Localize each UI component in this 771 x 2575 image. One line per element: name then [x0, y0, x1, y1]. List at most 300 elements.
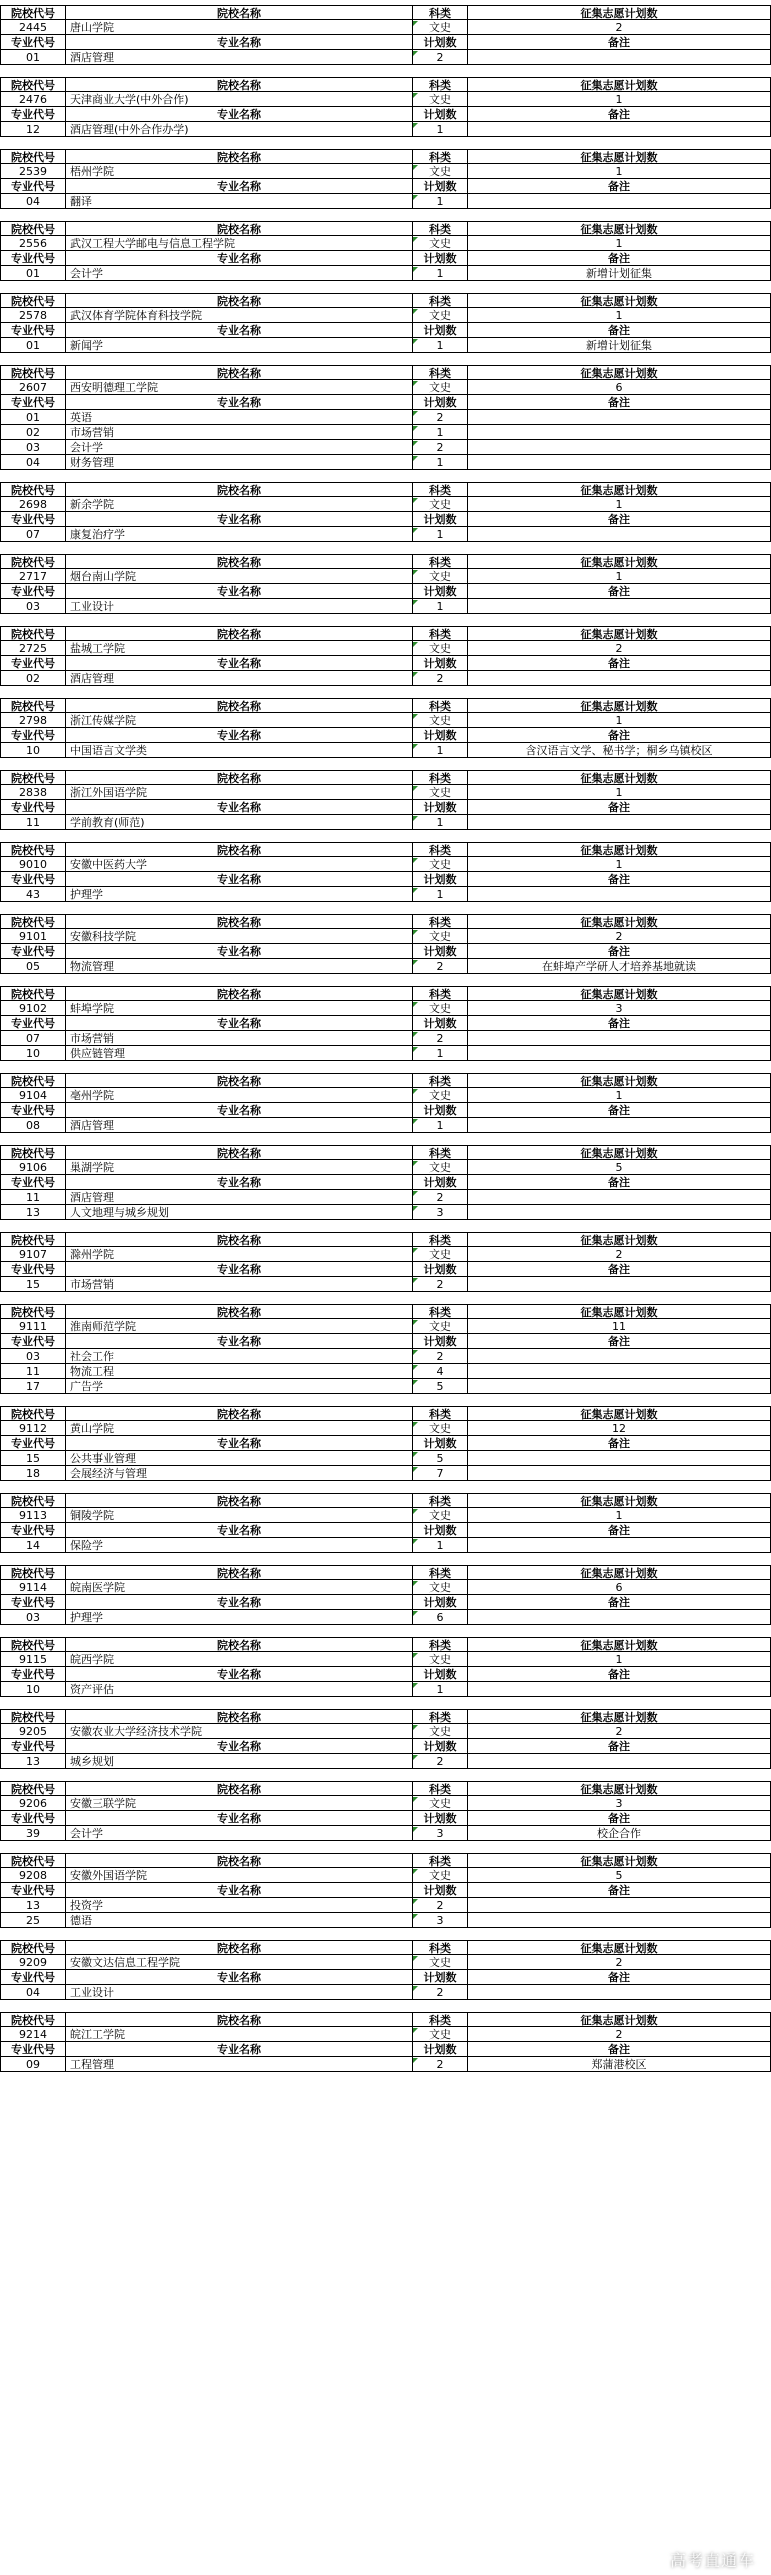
school-plan-total: 6: [468, 1580, 771, 1595]
category-header: 科类: [413, 1940, 468, 1955]
school-row: [0, 1421, 771, 1436]
major-name-header: 专业名称: [66, 1436, 413, 1451]
plan-total-header: 征集志愿计划数: [468, 1493, 771, 1508]
major-code: 39: [0, 1826, 66, 1841]
school-row: [0, 1652, 771, 1667]
category-header: 科类: [413, 482, 468, 497]
category-header: 科类: [413, 221, 468, 236]
cell-comment-marker: [413, 1248, 418, 1253]
cell-comment-marker: [413, 441, 418, 446]
major-row: [0, 1466, 771, 1481]
cell-comment-marker: [413, 1725, 418, 1730]
school-category: 文史: [413, 569, 468, 584]
major-note: 在蚌埠产学研人才培养基地就读: [468, 959, 771, 974]
school-name-header: 院校名称: [66, 1232, 413, 1247]
cell-comment-marker: [413, 1032, 418, 1037]
school-name-header: 院校名称: [66, 842, 413, 857]
school-code-header: 院校代号: [0, 365, 66, 380]
school-header-row: [0, 149, 771, 164]
major-plan: 1: [413, 1538, 468, 1553]
school-block: [0, 1232, 771, 1292]
school-row: [0, 1001, 771, 1016]
school-code-header: 院校代号: [0, 293, 66, 308]
school-code: 9104: [0, 1088, 66, 1103]
school-plan-total: 1: [468, 164, 771, 179]
major-code-header: 专业代号: [0, 1016, 66, 1031]
major-name-header: 专业名称: [66, 800, 413, 815]
major-name-header: 专业名称: [66, 1523, 413, 1538]
cell-comment-marker: [413, 1539, 418, 1544]
cell-comment-marker: [413, 786, 418, 791]
school-name-header: 院校名称: [66, 626, 413, 641]
school-header-row: [0, 1781, 771, 1796]
school-code: 9209: [0, 1955, 66, 1970]
school-category: 文史: [413, 308, 468, 323]
category-header: 科类: [413, 77, 468, 92]
cell-comment-marker: [413, 600, 418, 605]
major-name: 保险学: [66, 1538, 413, 1553]
plan-total-header: 征集志愿计划数: [468, 1406, 771, 1421]
major-code: 07: [0, 527, 66, 542]
school-row: [0, 857, 771, 872]
school-code: 2556: [0, 236, 66, 251]
cell-comment-marker: [413, 1611, 418, 1616]
cell-comment-marker: [413, 714, 418, 719]
school-header-row: [0, 626, 771, 641]
major-name: 物流管理: [66, 959, 413, 974]
major-note: [468, 1682, 771, 1697]
major-code: 25: [0, 1913, 66, 1928]
school-name-header: 院校名称: [66, 5, 413, 20]
category-header: 科类: [413, 698, 468, 713]
cell-comment-marker: [413, 960, 418, 965]
major-code: 13: [0, 1898, 66, 1913]
major-note: [468, 1985, 771, 2000]
cell-comment-marker: [413, 498, 418, 503]
major-row: [0, 1046, 771, 1061]
major-header-row: [0, 1334, 771, 1349]
major-plan-header: 计划数: [413, 1667, 468, 1682]
major-name: 酒店管理(中外合作办学): [66, 122, 413, 137]
major-header-row: [0, 656, 771, 671]
major-name: 工业设计: [66, 1985, 413, 2000]
major-row: [0, 1682, 771, 1697]
major-name-header: 专业名称: [66, 512, 413, 527]
cell-comment-marker: [413, 930, 418, 935]
school-code-header: 院校代号: [0, 1493, 66, 1508]
school-name: 黄山学院: [66, 1421, 413, 1436]
school-header-row: [0, 482, 771, 497]
school-code: 2838: [0, 785, 66, 800]
school-name: 蚌埠学院: [66, 1001, 413, 1016]
plan-total-header: 征集志愿计划数: [468, 914, 771, 929]
school-code-header: 院校代号: [0, 914, 66, 929]
major-header-row: [0, 323, 771, 338]
major-name: 德语: [66, 1913, 413, 1928]
major-code: 02: [0, 425, 66, 440]
major-name: 投资学: [66, 1898, 413, 1913]
school-code: 2725: [0, 641, 66, 656]
major-plan-header: 计划数: [413, 512, 468, 527]
major-code-header: 专业代号: [0, 872, 66, 887]
school-name-header: 院校名称: [66, 1565, 413, 1580]
major-row: [0, 455, 771, 470]
school-plan-total: 11: [468, 1319, 771, 1334]
major-row: [0, 1538, 771, 1553]
school-plan-total: 1: [468, 1088, 771, 1103]
school-header-row: [0, 1304, 771, 1319]
major-plan: 2: [413, 1277, 468, 1292]
major-code-header: 专业代号: [0, 1523, 66, 1538]
major-row: [0, 887, 771, 902]
major-code-header: 专业代号: [0, 1970, 66, 1985]
school-row: [0, 1508, 771, 1523]
note-header: 备注: [468, 179, 771, 194]
major-name-header: 专业名称: [66, 1667, 413, 1682]
note-header: 备注: [468, 1436, 771, 1451]
school-row: [0, 1160, 771, 1175]
major-note: 校企合作: [468, 1826, 771, 1841]
major-name: 广告学: [66, 1379, 413, 1394]
school-category: 文史: [413, 1955, 468, 1970]
major-plan-header: 计划数: [413, 179, 468, 194]
major-name: 市场营销: [66, 1277, 413, 1292]
major-code: 09: [0, 2057, 66, 2072]
major-header-row: [0, 728, 771, 743]
major-code: 08: [0, 1118, 66, 1133]
major-header-row: [0, 1667, 771, 1682]
major-note: [468, 1364, 771, 1379]
major-header-row: [0, 1970, 771, 1985]
school-name-header: 院校名称: [66, 1781, 413, 1796]
school-row: [0, 1868, 771, 1883]
school-row: [0, 308, 771, 323]
major-plan-header: 计划数: [413, 584, 468, 599]
major-plan: 1: [413, 1682, 468, 1697]
major-code: 13: [0, 1754, 66, 1769]
major-plan-header: 计划数: [413, 251, 468, 266]
school-code-header: 院校代号: [0, 770, 66, 785]
plan-total-header: 征集志愿计划数: [468, 842, 771, 857]
school-category: 文史: [413, 1796, 468, 1811]
cell-comment-marker: [413, 672, 418, 677]
school-category: 文史: [413, 857, 468, 872]
school-header-row: [0, 914, 771, 929]
school-code-header: 院校代号: [0, 77, 66, 92]
major-header-row: [0, 1262, 771, 1277]
major-code-header: 专业代号: [0, 1739, 66, 1754]
major-name-header: 专业名称: [66, 395, 413, 410]
cell-comment-marker: [413, 1797, 418, 1802]
major-note: [468, 1913, 771, 1928]
major-name: 社会工作: [66, 1349, 413, 1364]
major-note: [468, 194, 771, 209]
category-header: 科类: [413, 1637, 468, 1652]
cell-comment-marker: [413, 93, 418, 98]
major-plan: 2: [413, 1349, 468, 1364]
major-plan-header: 计划数: [413, 1262, 468, 1277]
major-name: 工业设计: [66, 599, 413, 614]
school-row: [0, 20, 771, 35]
school-name-header: 院校名称: [66, 554, 413, 569]
major-row: [0, 1205, 771, 1220]
school-code: 2698: [0, 497, 66, 512]
school-block: [0, 698, 771, 758]
major-code: 07: [0, 1031, 66, 1046]
school-header-row: [0, 1493, 771, 1508]
school-code-header: 院校代号: [0, 1853, 66, 1868]
major-plan: 4: [413, 1364, 468, 1379]
school-plan-total: 5: [468, 1160, 771, 1175]
major-row: [0, 50, 771, 65]
major-name-header: 专业名称: [66, 251, 413, 266]
major-plan: 1: [413, 338, 468, 353]
major-code: 10: [0, 1682, 66, 1697]
major-note: [468, 1898, 771, 1913]
school-block: [0, 554, 771, 614]
major-code-header: 专业代号: [0, 1262, 66, 1277]
major-header-row: [0, 107, 771, 122]
category-header: 科类: [413, 1406, 468, 1421]
school-code: 9114: [0, 1580, 66, 1595]
plan-total-header: 征集志愿计划数: [468, 77, 771, 92]
note-header: 备注: [468, 1103, 771, 1118]
major-note: [468, 1538, 771, 1553]
plan-total-header: 征集志愿计划数: [468, 554, 771, 569]
school-code-header: 院校代号: [0, 1709, 66, 1724]
school-code: 9010: [0, 857, 66, 872]
major-plan: 5: [413, 1451, 468, 1466]
plan-total-header: 征集志愿计划数: [468, 1232, 771, 1247]
major-code: 03: [0, 1610, 66, 1625]
major-code: 11: [0, 1190, 66, 1205]
major-plan-header: 计划数: [413, 1595, 468, 1610]
school-code: 9106: [0, 1160, 66, 1175]
school-block: [0, 5, 771, 65]
major-plan: 7: [413, 1466, 468, 1481]
note-header: 备注: [468, 944, 771, 959]
school-name-header: 院校名称: [66, 77, 413, 92]
school-block: [0, 1781, 771, 1841]
school-name: 浙江传媒学院: [66, 713, 413, 728]
cell-comment-marker: [413, 1365, 418, 1370]
note-header: 备注: [468, 1523, 771, 1538]
school-name-header: 院校名称: [66, 1145, 413, 1160]
major-plan-header: 计划数: [413, 1175, 468, 1190]
school-code-header: 院校代号: [0, 626, 66, 641]
school-plan-total: 2: [468, 2027, 771, 2042]
major-row: [0, 1277, 771, 1292]
major-plan: 1: [413, 122, 468, 137]
note-header: 备注: [468, 728, 771, 743]
category-header: 科类: [413, 626, 468, 641]
major-name-header: 专业名称: [66, 944, 413, 959]
major-header-row: [0, 1436, 771, 1451]
school-name-header: 院校名称: [66, 1304, 413, 1319]
major-row: [0, 1985, 771, 2000]
plan-total-header: 征集志愿计划数: [468, 149, 771, 164]
school-header-row: [0, 293, 771, 308]
major-plan-header: 计划数: [413, 107, 468, 122]
major-header-row: [0, 1016, 771, 1031]
school-block: [0, 365, 771, 470]
major-plan-header: 计划数: [413, 872, 468, 887]
school-plan-total: 2: [468, 1247, 771, 1262]
major-header-row: [0, 1811, 771, 1826]
plan-total-header: 征集志愿计划数: [468, 1781, 771, 1796]
major-code-header: 专业代号: [0, 1175, 66, 1190]
major-plan: 1: [413, 425, 468, 440]
school-plan-total: 2: [468, 929, 771, 944]
cell-comment-marker: [413, 1899, 418, 1904]
major-header-row: [0, 1523, 771, 1538]
school-name-header: 院校名称: [66, 1073, 413, 1088]
school-code: 9113: [0, 1508, 66, 1523]
cell-comment-marker: [413, 411, 418, 416]
school-category: 文史: [413, 164, 468, 179]
school-header-row: [0, 842, 771, 857]
school-code-header: 院校代号: [0, 1145, 66, 1160]
school-plan-total: 1: [468, 713, 771, 728]
school-code-header: 院校代号: [0, 149, 66, 164]
major-name-header: 专业名称: [66, 1103, 413, 1118]
school-name: 西安明德理工学院: [66, 380, 413, 395]
note-header: 备注: [468, 800, 771, 815]
major-plan: 1: [413, 194, 468, 209]
major-code: 15: [0, 1451, 66, 1466]
cell-comment-marker: [413, 237, 418, 242]
major-name-header: 专业名称: [66, 656, 413, 671]
cell-comment-marker: [413, 1986, 418, 1991]
major-header-row: [0, 584, 771, 599]
school-plan-total: 1: [468, 308, 771, 323]
major-row: [0, 194, 771, 209]
school-code: 2717: [0, 569, 66, 584]
major-header-row: [0, 2042, 771, 2057]
cell-comment-marker: [413, 1278, 418, 1283]
major-name: 工程管理: [66, 2057, 413, 2072]
school-code-header: 院校代号: [0, 842, 66, 857]
major-plan: 1: [413, 1046, 468, 1061]
major-header-row: [0, 944, 771, 959]
plan-total-header: 征集志愿计划数: [468, 986, 771, 1001]
major-note: 新增计划征集: [468, 266, 771, 281]
school-block: [0, 1709, 771, 1769]
major-plan-header: 计划数: [413, 944, 468, 959]
major-plan: 1: [413, 887, 468, 902]
major-note: [468, 815, 771, 830]
major-code-header: 专业代号: [0, 1667, 66, 1682]
school-header-row: [0, 986, 771, 1001]
major-header-row: [0, 800, 771, 815]
major-code: 15: [0, 1277, 66, 1292]
school-name: 武汉体育学院体育科技学院: [66, 308, 413, 323]
category-header: 科类: [413, 554, 468, 569]
school-block: [0, 626, 771, 686]
school-code: 9206: [0, 1796, 66, 1811]
note-header: 备注: [468, 323, 771, 338]
major-plan-header: 计划数: [413, 1016, 468, 1031]
school-name: 亳州学院: [66, 1088, 413, 1103]
major-code-header: 专业代号: [0, 35, 66, 50]
major-code-header: 专业代号: [0, 395, 66, 410]
major-header-row: [0, 1103, 771, 1118]
school-code: 9205: [0, 1724, 66, 1739]
school-category: 文史: [413, 236, 468, 251]
school-name: 铜陵学院: [66, 1508, 413, 1523]
major-note: [468, 1046, 771, 1061]
school-category: 文史: [413, 92, 468, 107]
major-plan: 1: [413, 743, 468, 758]
major-name-header: 专业名称: [66, 1334, 413, 1349]
major-code: 17: [0, 1379, 66, 1394]
school-row: [0, 569, 771, 584]
major-name-header: 专业名称: [66, 1970, 413, 1985]
school-plan-total: 2: [468, 1724, 771, 1739]
major-plan: 1: [413, 527, 468, 542]
plan-total-header: 征集志愿计划数: [468, 1709, 771, 1724]
major-name: 人文地理与城乡规划: [66, 1205, 413, 1220]
major-name-header: 专业名称: [66, 1262, 413, 1277]
school-block: [0, 842, 771, 902]
school-category: 文史: [413, 497, 468, 512]
major-plan-header: 计划数: [413, 2042, 468, 2057]
school-plan-total: 3: [468, 1796, 771, 1811]
school-category: 文史: [413, 641, 468, 656]
note-header: 备注: [468, 1739, 771, 1754]
major-row: [0, 440, 771, 455]
school-row: [0, 1319, 771, 1334]
school-name-header: 院校名称: [66, 770, 413, 785]
school-header-row: [0, 1637, 771, 1652]
major-row: [0, 2057, 771, 2072]
school-row: [0, 164, 771, 179]
major-name-header: 专业名称: [66, 1811, 413, 1826]
school-plan-total: 1: [468, 236, 771, 251]
cell-comment-marker: [413, 1191, 418, 1196]
major-name: 酒店管理: [66, 50, 413, 65]
plan-total-header: 征集志愿计划数: [468, 770, 771, 785]
major-plan: 3: [413, 1913, 468, 1928]
major-name-header: 专业名称: [66, 1175, 413, 1190]
major-name-header: 专业名称: [66, 1739, 413, 1754]
major-plan: 2: [413, 440, 468, 455]
major-code-header: 专业代号: [0, 728, 66, 743]
school-name-header: 院校名称: [66, 482, 413, 497]
note-header: 备注: [468, 656, 771, 671]
note-header: 备注: [468, 1595, 771, 1610]
major-note: [468, 1349, 771, 1364]
category-header: 科类: [413, 2012, 468, 2027]
cell-comment-marker: [413, 123, 418, 128]
school-row: [0, 1580, 771, 1595]
major-plan-header: 计划数: [413, 1103, 468, 1118]
major-name: 资产评估: [66, 1682, 413, 1697]
note-header: 备注: [468, 584, 771, 599]
school-header-row: [0, 698, 771, 713]
cell-comment-marker: [413, 1422, 418, 1427]
major-note: [468, 1466, 771, 1481]
school-block: [0, 2012, 771, 2072]
plan-total-header: 征集志愿计划数: [468, 2012, 771, 2027]
major-row: [0, 425, 771, 440]
plan-total-header: 征集志愿计划数: [468, 293, 771, 308]
school-category: 文史: [413, 1868, 468, 1883]
major-plan: 1: [413, 455, 468, 470]
school-plan-total: 2: [468, 20, 771, 35]
cell-comment-marker: [413, 2058, 418, 2063]
school-header-row: [0, 1565, 771, 1580]
